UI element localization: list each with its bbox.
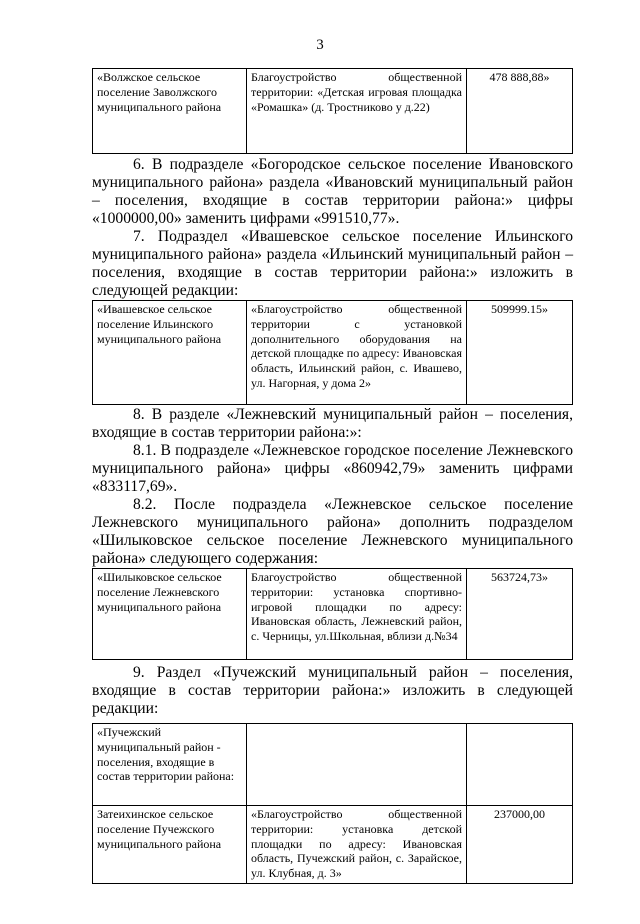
description-cell: «Благоустройство общественной территории: установка детской площадки по адресу: Ивановская область, Пучежский район, с. Зарайское, ул. Клубная, д. 3» [247,806,467,884]
amount-cell: 563724,73» [467,569,573,660]
table-volzhskoe [92,68,573,154]
settlement-cell: «Шилыковское сельское поселение Лежневского муниципального района [93,569,247,660]
description-cell: Благоустройство общественной территории: установка спортивно-игровой площадки по адресу: Ивановская область, Лежневский район, с. Черницы, ул.Школьная, вблизи д.№34 [247,569,467,660]
settlement-cell: «Волжское сельское поселение Заволжского муниципального района [93,69,247,154]
description-cell: «Благоустройство общественной территории с установкой дополнительного оборудования на детской площадке по адресу: Ивановская область, Ильинский район, с. Ивашево, ул. Нагорная, у дома 2» [247,301,467,405]
paragraph-6: 6. В подразделе «Богородское сельское поселение Ивановского муниципального района» раздела «Ивановский муниципальный район – поселения, входящие в состав территории района:» цифры «1000000,00» заменить цифрами «991510,77». [92,156,573,227]
document-body [92,58,573,924]
amount-cell: 478 888,88» [467,69,573,154]
table-shilykovskoe [92,568,573,660]
paragraph-9: 9. Раздел «Пучежский муниципальный район – поселения, входящие в состав территории района:» изложить в следующей редакции: [92,664,573,717]
table-row [93,724,573,806]
paragraph-8-1: 8.1. В подразделе «Лежневское городское поселение Лежневского муниципального района» цифры «860942,79» заменить цифрами «833117,69». [92,442,573,495]
table-row [93,69,573,154]
settlement-cell: «Ивашевское сельское поселение Ильинского муниципального района [93,301,247,405]
settlement-cell: Затеихинское сельское поселение Пучежского муниципального района [93,806,247,884]
section-header-cell: «Пучежский муниципальный район - поселения, входящие в состав территории района: [93,724,247,806]
table-row [93,569,573,660]
table-puchezhsky [92,723,573,884]
amount-cell [467,724,573,806]
amount-cell: 509999.15» [467,301,573,405]
table-ivashevskoe [92,300,573,405]
description-cell: Благоустройство общественной территории: «Детская игровая площадка «Ромашка» (д. Тростниково у д.22) [247,69,467,154]
table-row [93,301,573,405]
description-cell [247,724,467,806]
paragraph-8-2: 8.2. После подраздела «Лежневское сельское поселение Лежневского муниципального района» дополнить подразделом «Шилыковское сельское поселение Лежневского муниципального района» следующего содержания: [92,496,573,567]
page-number: 3 [316,37,324,53]
paragraph-7: 7. Подраздел «Ивашевское сельское поселение Ильинского муниципального района» раздела «Ильинский муниципальный район – поселения, входящие в состав территории района:» изложить в следующей редакции: [92,228,573,299]
table-row [93,806,573,884]
paragraph-8: 8. В разделе «Лежневский муниципальный район – поселения, входящие в состав территории района:»: [92,406,573,441]
amount-cell: 237000,00 [467,806,573,884]
